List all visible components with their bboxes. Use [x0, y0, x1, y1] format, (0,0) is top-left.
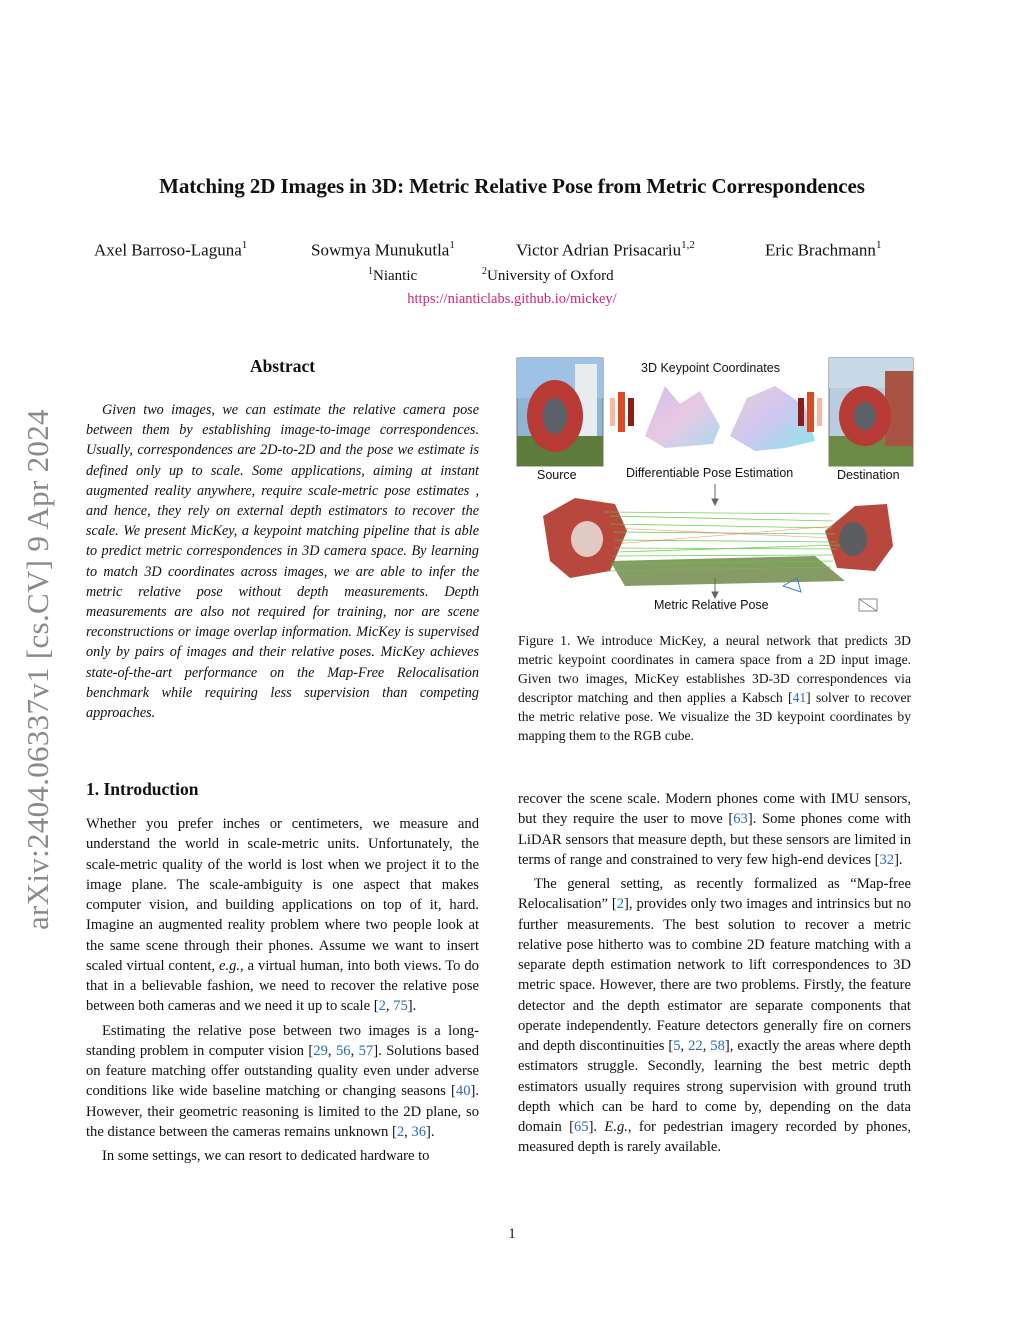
label-keypoint-coordinates: 3D Keypoint Coordinates — [641, 361, 780, 375]
author-2: Sowmya Munukutla$^1$ — [311, 239, 455, 260]
page-number: 1 — [508, 1226, 516, 1242]
figure-1-illustration — [515, 356, 915, 616]
figure-1 — [515, 356, 915, 616]
citation-link[interactable]: 75 — [393, 998, 408, 1015]
citation-link[interactable]: 2 — [396, 1123, 405, 1140]
intro-paragraph: Whether you prefer inches or centimeters, we measure and understand the world in scale-metric units. Unfortunately, the scale-metric quality of the world is lost when we project it to the image plane. The scale-ambiguity is one aspect that makes computer vision, and building applications on top of it, hard. Imagine an augmented reality problem where two people look at the same scene through their phones. Assume we want to insert scaled virtual content, e.g., a virtual human, into both views. To do that in a believable fashion, we need to recover the relative pose between both cameras and we need it up to scale [2, 75]. — [86, 816, 479, 1015]
right-column — [518, 789, 911, 1158]
label-source: Source — [537, 468, 577, 482]
keypoint-clouds — [645, 386, 815, 451]
paper-title: Matching 2D Images in 3D: Metric Relative Pose from Metric Correspondences — [159, 174, 865, 198]
citation-link[interactable]: 2 — [378, 998, 386, 1015]
citation-link[interactable]: 65 — [573, 1119, 589, 1135]
citation-link[interactable]: 22 — [688, 1038, 703, 1054]
citation-link[interactable]: 56 — [335, 1042, 351, 1059]
author-3: Victor Adrian Prisacariu$^{1,2}$ — [516, 239, 695, 260]
intro-paragraph: Estimating the relative pose between two images is a long-standing problem in computer vision [29, 56, 57]. Solutions based on feature matching offer outstanding quality even under adverse conditions like wide baseline matching or changing seasons [40]. However, their geometric reasoning is limited to the 2D plane, so the distance between the cameras remains unknown [2, 36]. — [86, 1022, 480, 1140]
intro-paragraph: recover the scene scale. Modern phones come with IMU sensors, but they require the user to move [63]. Some phones come with LiDAR sensors that measure depth, but these sensors are limited in terms of range and constrained to very few high-end devices [32]. — [518, 791, 911, 868]
citation-link[interactable]: 63 — [733, 811, 748, 828]
citation-link[interactable]: 58 — [710, 1038, 725, 1054]
author-4: Eric Brachmann$^1$ — [765, 239, 882, 260]
arxiv-identifier: arXiv:2404.06337v1 [cs.CV] 9 Apr 2024 — [20, 409, 55, 930]
abstract-heading: Abstract — [249, 356, 316, 376]
affiliation-2: $^2$University of Oxford — [482, 266, 614, 284]
author-1: Axel Barroso-Laguna$^1$ — [94, 239, 248, 260]
label-pose-estimation: Differentiable Pose Estimation — [626, 466, 794, 480]
citation-link[interactable]: 29 — [313, 1042, 328, 1059]
source-image — [517, 358, 603, 466]
label-metric-relative-pose: Metric Relative Pose — [654, 598, 769, 612]
project-url-link[interactable]: https://nianticlabs.github.io/mickey/ — [407, 291, 617, 307]
citation-link[interactable]: 5 — [673, 1038, 681, 1054]
citation-link[interactable]: 36 — [411, 1123, 426, 1140]
intro-paragraph: The general setting, as recently formalized as “Map-free Relocalisation” [2], provides only two images and intrinsics but no further measurements. The best solution to recover a metric relative pose hitherto was to combine 2D feature matching with a separate depth estimation network to lift correspondences to 3D metric space. However, there are two problems. Firstly, the feature detector and the depth estimator are separate components that operate independently. Feature detectors generally fire on corners and depth discontinuities [5, 22, 58], exactly the areas where depth estimators struggle. Secondly, learning the best metric depth estimators usually requires strong supervision with ground truth depth which can be hard to come by, depending on the data domain [65]. E.g., for pedestrian imagery recorded by phones, measured depth is rarely available. — [518, 876, 912, 1156]
destination-image — [829, 358, 913, 466]
affiliation-1: $^1$Niantic — [368, 266, 418, 284]
intro-paragraph: In some settings, we can resort to dedicated hardware to — [102, 1148, 430, 1164]
left-column — [86, 814, 479, 1166]
figure-1-caption: Figure 1. We introduce MicKey, a neural network that predicts 3D metric keypoint coordinates in camera space from a 2D input image. Given two images, MicKey establishes 3D-3D correspondences via descriptor matching and then applies a Kabsch [41] solver to recover the metric relative pose. We visualize the 3D keypoint coordinates by mapping them to the RGB cube. — [518, 633, 912, 743]
citation-link[interactable]: 57 — [358, 1042, 374, 1059]
citation-link[interactable]: 2 — [616, 896, 625, 913]
encoder-blocks — [610, 392, 634, 432]
matched-pointclouds — [543, 498, 893, 611]
decoder-blocks — [798, 392, 822, 432]
label-destination: Destination — [837, 468, 900, 482]
abstract-text: Given two images, we can estimate the relative camera pose between them by establishing image-to-image correspondences. Usually, correspondences are 2D-to-2D and the pose we estimate is defined only up to scale. Some applications, aiming at instant augmented reality anywhere, require scale-metric pose estimates , and hence, they rely on external depth estimators to recover the scale. We present MicKey, a keypoint matching pipeline that is able to predict metric correspondences in 3D camera space. By learning to match 3D coordinates across images, we are able to infer the metric relative pose without depth measurements. Depth measurements are also not required for training, nor are scene reconstructions or image overlap information. MicKey is supervised only by pairs of images and their relative poses. MicKey achieves state-of-the-art performance on the Map-Free Relocalisation benchmark while requiring less supervision than competing approaches. — [86, 402, 479, 722]
citation-link[interactable]: 41 — [792, 690, 807, 705]
section-heading-introduction: 1. Introduction — [86, 779, 199, 799]
citation-link[interactable]: 40 — [455, 1083, 471, 1100]
citation-link[interactable]: 32 — [879, 851, 895, 868]
